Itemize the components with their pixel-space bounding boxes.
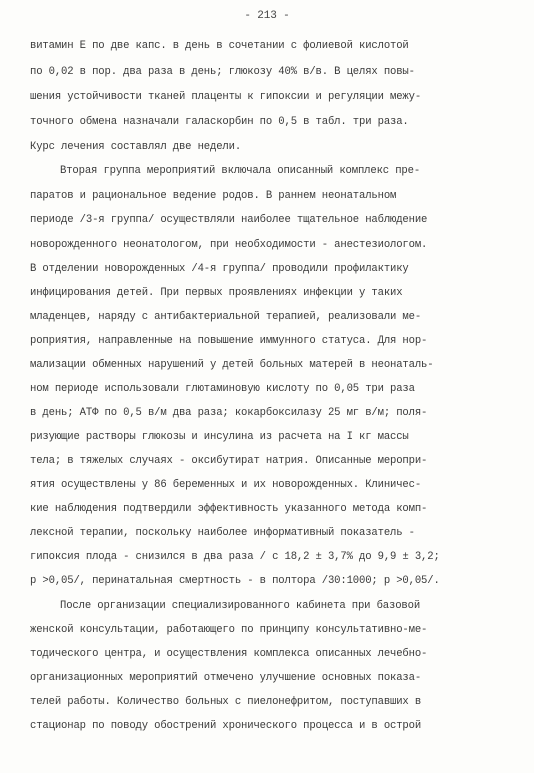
text-line: новорожденного неонатологом, при необходимости - анестезиологом. [30, 239, 428, 251]
page-number: - 213 - [244, 10, 290, 22]
text-line: роприятия, направленные на повышение иммунного статуса. Для нор- [30, 335, 428, 347]
text-line: телей работы. Количество больных с пиелонефритом, поступавших в [30, 696, 422, 708]
text-line: мализации обменных нарушений у детей больных матерей в неонаталь- [30, 359, 434, 371]
text-line: тодического центра, и осуществления комплекса описанных лечебно- [30, 648, 428, 660]
text-line: ризующие растворы глюкозы и инсулина из расчета на I кг массы [30, 431, 409, 443]
text-line: паратов и рациональное ведение родов. В раннем неонатальном [30, 190, 397, 202]
text-line: периоде /3-я группа/ осуществляли наиболее тщательное наблюдение [30, 214, 428, 226]
text-line: стационар по поводу обострений хронического процесса и в острой [30, 720, 422, 732]
text-line: в день; АТФ по 0,5 в/м два раза; кокарбоксилазу 25 мг в/м; поля- [30, 407, 428, 419]
text-line: точного обмена назначали галаскорбин по 0,5 в табл. три раза. [30, 116, 409, 128]
text-line: по 0,02 в пор. два раза в день; глюкозу 40% в/в. В целях повы- [30, 66, 415, 78]
text-line: гипоксия плода - снизился в два раза / с 18,2 ± 3,7% до 9,9 ± 3,2; [30, 551, 440, 563]
text-line: тела; в тяжелых случаях - оксибутират натрия. Описанные меропри- [30, 455, 428, 467]
text-line: младенцев, наряду с антибактериальной терапией, реализовали ме- [30, 311, 422, 323]
text-line: инфицирования детей. При первых проявлениях инфекции у таких [30, 287, 403, 299]
text-line: ятия осуществлены у 86 беременных и их новорожденных. Клиничес- [30, 479, 422, 491]
text-line: После организации специализированного кабинета при базовой [60, 600, 421, 612]
text-line: В отделении новорожденных /4-я группа/ проводили профилактику [30, 263, 409, 275]
text-line: витамин Е по две капс. в день в сочетании с фолиевой кислотой [30, 40, 409, 52]
text-line: ном периоде использовали глютаминовую кислоту по 0,05 три раза [30, 383, 415, 395]
text-line: Вторая группа мероприятий включала описанный комплекс пре- [60, 165, 421, 177]
text-line: кие наблюдения подтвердили эффективность указанного метода комп- [30, 503, 428, 515]
text-line: лексной терапии, поскольку наиболее информативный показатель - [30, 527, 415, 539]
text-line: шения устойчивости тканей плаценты к гипоксии и регуляции межу- [30, 91, 422, 103]
text-line: Курс лечения составлял две недели. [30, 141, 242, 153]
text-line: организационных мероприятий отмечено улучшение основных показа- [30, 672, 422, 684]
text-line: женской консультации, работающего по принципу консультативно-ме- [30, 624, 428, 636]
text-line: р >0,05/, перинатальная смертность - в полтора /30:1000; р >0,05/. [30, 575, 440, 587]
